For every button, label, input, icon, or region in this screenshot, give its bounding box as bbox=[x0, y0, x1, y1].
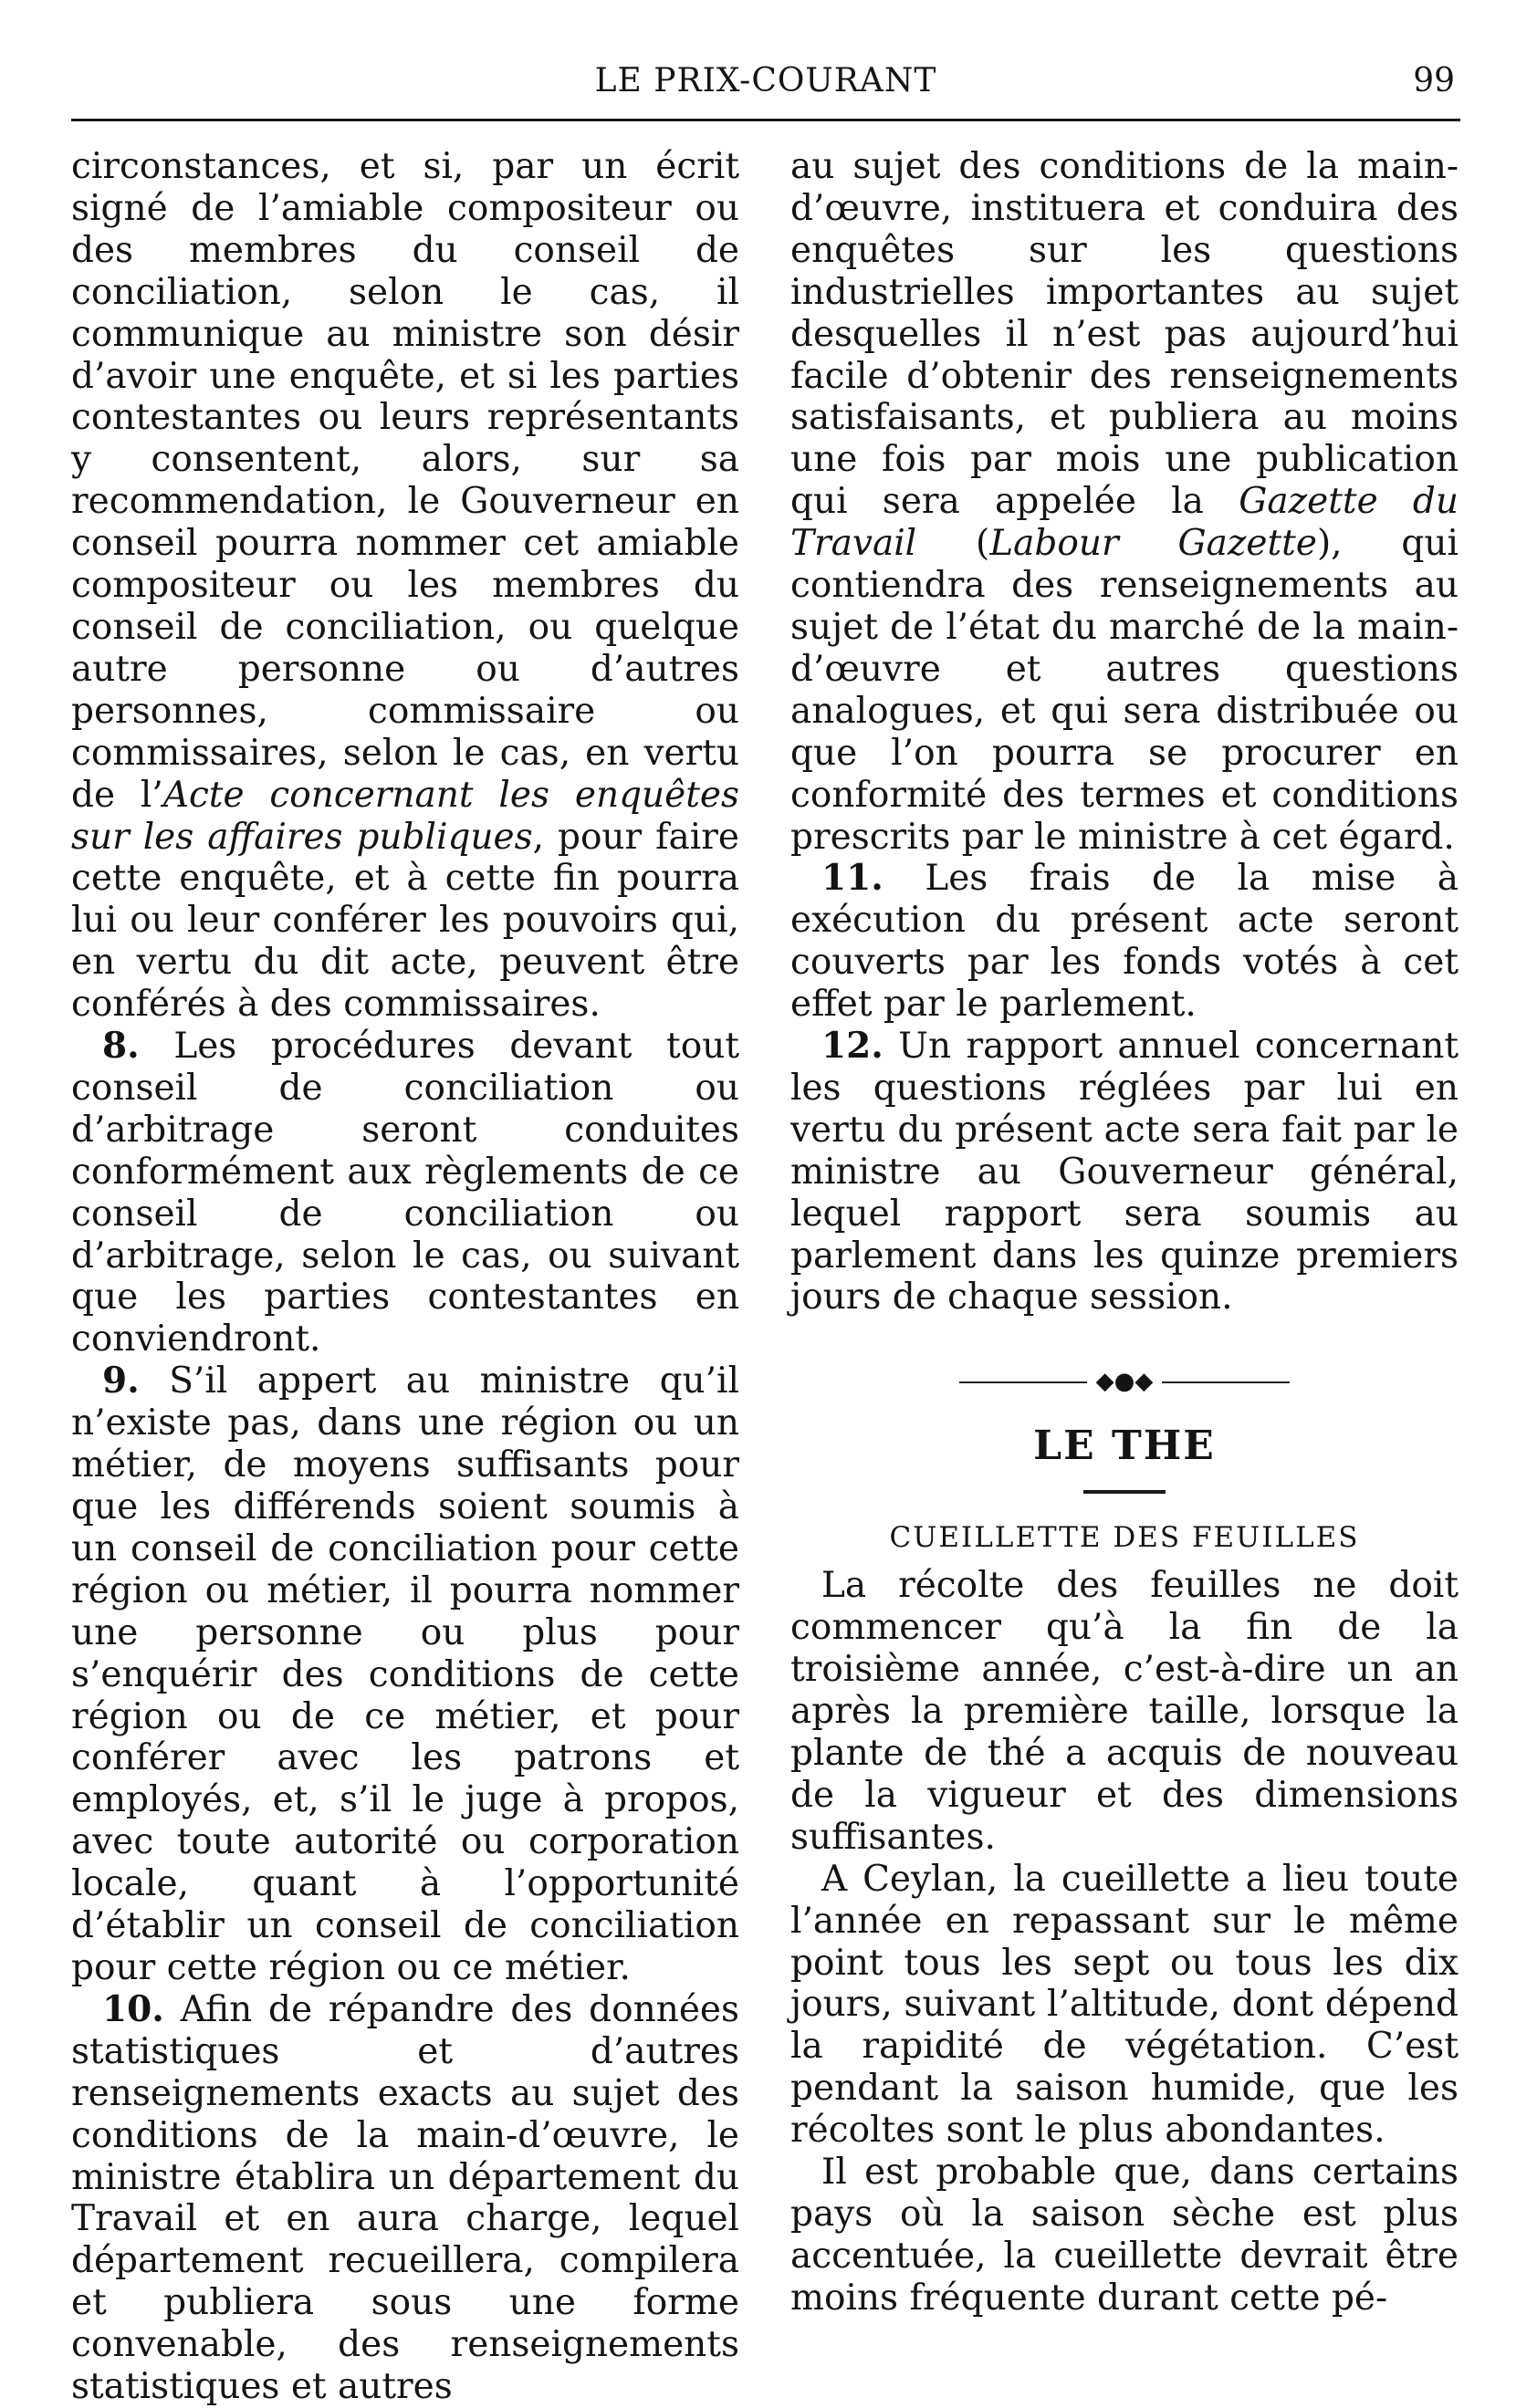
gazette-title-italic: Gazette du Travail bbox=[790, 481, 1459, 565]
labour-gazette-italic: Labour Gazette bbox=[989, 523, 1317, 565]
ornament-line bbox=[1162, 1381, 1290, 1383]
section-number: 9. bbox=[102, 1360, 140, 1402]
paragraph: Il est probable que, dans certains pays où la saison sèche est plus accentuée, la cueillette devrait être moins fréquente durant cette pé- bbox=[790, 2152, 1459, 2319]
paragraph: A Ceylan, la cueillette a lieu toute l’année en repassant sur le même point tous les sept ou tous les dix jours, suivant l’altitude, dont dépend la rapidité de végétation. C’est pendant la saison humide, que les récoltes sont le plus abondantes. bbox=[790, 1858, 1459, 2152]
title-rule bbox=[1083, 1490, 1166, 1494]
paragraph-continued: au sujet des conditions de la main-d’œuvre, instituera et conduira des enquêtes sur les questions industrielles importantes au sujet desquelles il n’est pas aujourd’hui facile d’obtenir des renseignements satisfaisants, et publiera au moins une fois par mois une publication qui sera appelée la Gazette du Travail (Labour Gazette), qui contiendra des renseignements au sujet de l’état du marché de la main-d’œuvre et autres questions analogues, et qui sera distribuée ou que l’on pourra se procurer en conformité des termes et conditions prescrits par le ministre à cet égard. bbox=[790, 146, 1459, 858]
section-10: 10. Afin de répandre des données statistiques et d’autres renseignements exacts au sujet des conditions de la main-d’œuvre, le ministre établira un département du Travail et en aura charge, lequel département recueillera, compilera et publiera sous une forme convenable, des renseignements statistiques et autres bbox=[71, 1987, 739, 2408]
paragraph-continued: circonstances, et si, par un écrit signé de l’amiable compositeur ou des membres du conseil de conciliation, selon le cas, il communique au ministre son désir d’avoir une enquête, et si les parties contestantes ou leurs représentants y consentent, alors, sur sa recommendation, le Gouverneur en conseil pourra nommer cet amiable compositeur ou les membres du conseil de conciliation, ou quelque autre personne ou d’autres personnes, commissaire ou commissaires, selon le cas, en vertu de l’Acte concernant les enquêtes sur les affaires publiques, pour faire cette enquête, et à cette fin pourra lui ou leur conférer les pouvoirs qui, en vertu du dit acte, peuvent être conférés à des commissaires. bbox=[71, 146, 739, 1026]
left-column bbox=[71, 146, 739, 2408]
subheading: CUEILLETTE DES FEUILLES bbox=[889, 1521, 1360, 1555]
section-number: 10. bbox=[102, 1987, 164, 2030]
section-number: 12. bbox=[821, 1025, 884, 1068]
running-title: LE PRIX-COURANT bbox=[594, 62, 937, 99]
section-9: 9. S’il appert au ministre qu’il n’existe pas, dans une région ou un métier, de moyens suffisants pour que les différends soient soumis à un conseil de conciliation pour cette région ou métier, il pourra nommer une personne ou plus pour s’enquérir des conditions de cette région ou de ce métier, et pour conférer avec les patrons et employés, et, s’il le juge à propos, avec toute autorité ou corporation locale, quant à l’opportunité d’établir un conseil de conciliation pour cette région ou ce métier. bbox=[71, 1360, 739, 1988]
section-number: 11. bbox=[821, 857, 884, 900]
section-12: 12. Un rapport annuel concernant les questions réglées par lui en vertu du présent acte sera fait par le ministre au Gouverneur général, lequel rapport sera soumis au parlement dans les quinze premiers jours de chaque session. bbox=[790, 1025, 1459, 1319]
ornament-diamond-icon: ◆●◆ bbox=[1095, 1368, 1154, 1396]
act-title-italic: Acte concernant les enquêtes sur les affaires publiques bbox=[71, 774, 739, 858]
section-divider-ornament bbox=[790, 1355, 1459, 1410]
section-title: LE THE bbox=[1033, 1423, 1216, 1470]
page-header bbox=[71, 57, 1460, 109]
right-column bbox=[790, 146, 1459, 2319]
section-11: 11. Les frais de la mise à exécution du présent acte seront couverts par les fonds votés à cet effet par le parlement. bbox=[790, 857, 1459, 1026]
header-rule bbox=[71, 119, 1460, 121]
paragraph: La récolte des feuilles ne doit commencer qu’à la fin de la troisième année, c’est-à-dire un an après la première taille, lorsque la plante de thé a acquis de nouveau de la vigueur et des dimensions suffisantes. bbox=[790, 1565, 1459, 1858]
ornament-line bbox=[959, 1381, 1087, 1383]
section-8: 8. Les procédures devant tout conseil de conciliation ou d’arbitrage seront conduites conformément aux règlements de ce conseil de conciliation ou d’arbitrage, selon le cas, ou suivant que les parties contestantes en conviendront. bbox=[71, 1025, 740, 1360]
page-number: 99 bbox=[1413, 62, 1455, 99]
section-number: 8. bbox=[102, 1025, 140, 1068]
